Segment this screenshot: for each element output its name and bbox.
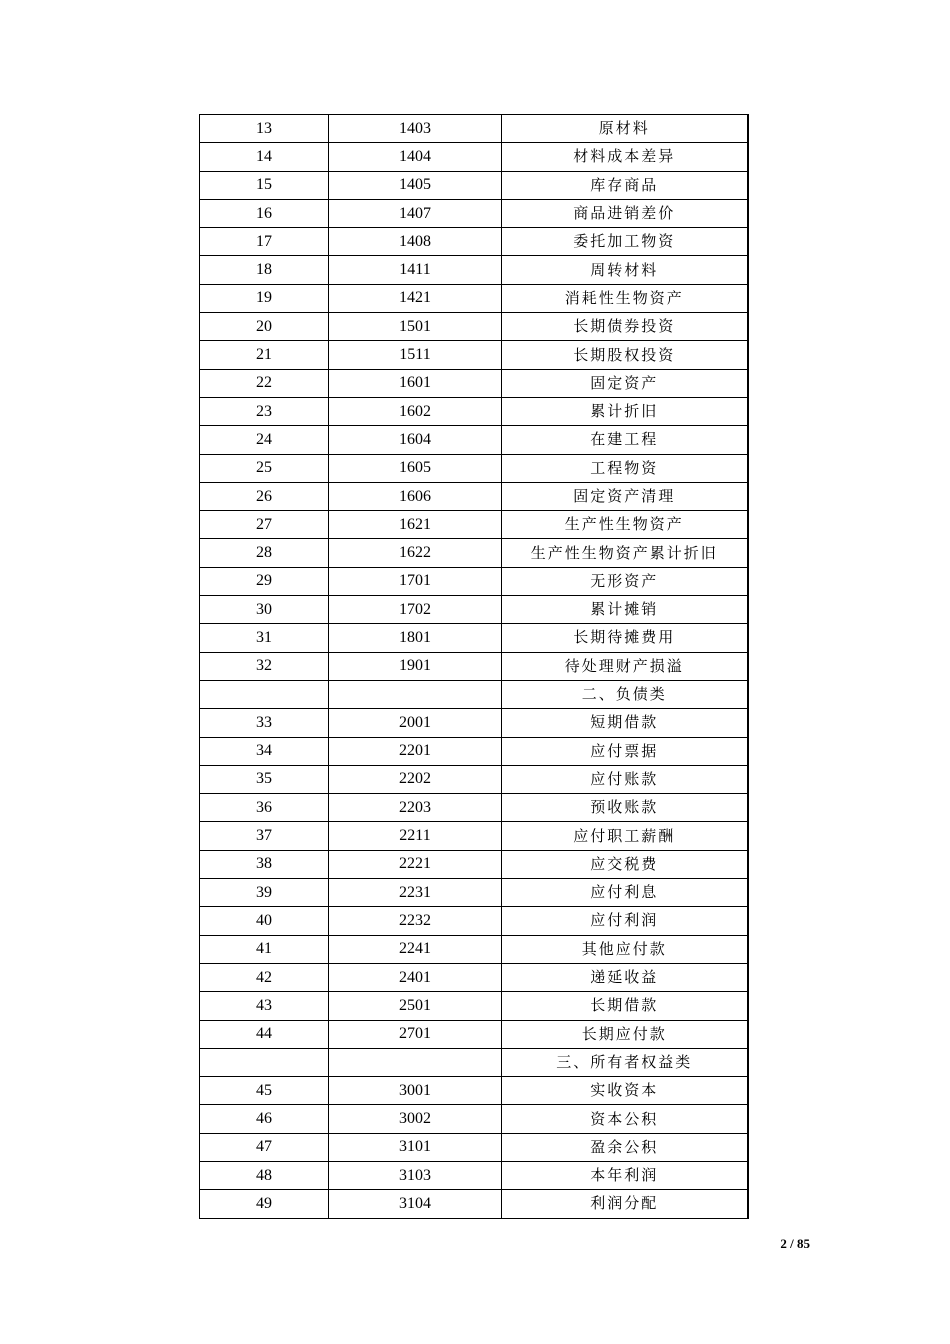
table-row bbox=[200, 709, 748, 737]
account-name: 累计摊销 bbox=[502, 596, 748, 624]
row-number: 24 bbox=[200, 426, 329, 454]
table-row bbox=[200, 765, 748, 793]
account-code: 3103 bbox=[329, 1161, 502, 1189]
account-name: 无形资产 bbox=[502, 567, 748, 595]
row-number: 36 bbox=[200, 794, 329, 822]
row-number: 26 bbox=[200, 482, 329, 510]
account-name: 资本公积 bbox=[502, 1105, 748, 1133]
account-code: 1405 bbox=[329, 171, 502, 199]
account-code: 1408 bbox=[329, 228, 502, 256]
table-row bbox=[200, 1077, 748, 1105]
account-name: 生产性生物资产 bbox=[502, 511, 748, 539]
account-name: 固定资产 bbox=[502, 369, 748, 397]
account-name: 委托加工物资 bbox=[502, 228, 748, 256]
table-row bbox=[200, 992, 748, 1020]
account-code: 2401 bbox=[329, 963, 502, 991]
row-number: 17 bbox=[200, 228, 329, 256]
table-row bbox=[200, 171, 748, 199]
row-number: 32 bbox=[200, 652, 329, 680]
account-name: 应付账款 bbox=[502, 765, 748, 793]
account-code: 1411 bbox=[329, 256, 502, 284]
row-number: 37 bbox=[200, 822, 329, 850]
account-name: 在建工程 bbox=[502, 426, 748, 454]
row-number: 29 bbox=[200, 567, 329, 595]
account-name: 递延收益 bbox=[502, 963, 748, 991]
account-code: 1407 bbox=[329, 199, 502, 227]
account-code: 1602 bbox=[329, 397, 502, 425]
row-number: 14 bbox=[200, 143, 329, 171]
category-row bbox=[200, 1048, 748, 1076]
row-number: 44 bbox=[200, 1020, 329, 1048]
row-number: 21 bbox=[200, 341, 329, 369]
account-name: 库存商品 bbox=[502, 171, 748, 199]
account-code: 2231 bbox=[329, 879, 502, 907]
account-code: 3104 bbox=[329, 1190, 502, 1218]
table-row bbox=[200, 737, 748, 765]
account-code: 2201 bbox=[329, 737, 502, 765]
account-code: 3001 bbox=[329, 1077, 502, 1105]
account-code: 1511 bbox=[329, 341, 502, 369]
account-code: 1622 bbox=[329, 539, 502, 567]
row-number: 16 bbox=[200, 199, 329, 227]
account-name: 短期借款 bbox=[502, 709, 748, 737]
account-code: 2701 bbox=[329, 1020, 502, 1048]
account-name: 应付利润 bbox=[502, 907, 748, 935]
account-code: 2232 bbox=[329, 907, 502, 935]
account-code: 2001 bbox=[329, 709, 502, 737]
table-row bbox=[200, 539, 748, 567]
account-name: 累计折旧 bbox=[502, 397, 748, 425]
account-name: 消耗性生物资产 bbox=[502, 284, 748, 312]
table-row bbox=[200, 1133, 748, 1161]
account-code: 1621 bbox=[329, 511, 502, 539]
row-number: 19 bbox=[200, 284, 329, 312]
table-row bbox=[200, 822, 748, 850]
table-row bbox=[200, 1190, 748, 1218]
account-name: 工程物资 bbox=[502, 454, 748, 482]
table-row bbox=[200, 482, 748, 510]
row-number: 48 bbox=[200, 1161, 329, 1189]
table-row bbox=[200, 228, 748, 256]
account-code: 2221 bbox=[329, 850, 502, 878]
row-number: 47 bbox=[200, 1133, 329, 1161]
account-name: 商品进销差价 bbox=[502, 199, 748, 227]
account-name: 长期应付款 bbox=[502, 1020, 748, 1048]
row-number: 40 bbox=[200, 907, 329, 935]
account-code: 1801 bbox=[329, 624, 502, 652]
account-code: 1501 bbox=[329, 313, 502, 341]
table-row bbox=[200, 1105, 748, 1133]
row-number: 46 bbox=[200, 1105, 329, 1133]
table-row bbox=[200, 794, 748, 822]
account-name: 周转材料 bbox=[502, 256, 748, 284]
table-row bbox=[200, 1020, 748, 1048]
category-row bbox=[200, 680, 748, 708]
account-name: 实收资本 bbox=[502, 1077, 748, 1105]
table-row bbox=[200, 313, 748, 341]
table-row bbox=[200, 511, 748, 539]
table-row bbox=[200, 907, 748, 935]
row-number: 27 bbox=[200, 511, 329, 539]
table-row bbox=[200, 652, 748, 680]
account-code-table bbox=[199, 114, 749, 1219]
table-row bbox=[200, 369, 748, 397]
row-number: 23 bbox=[200, 397, 329, 425]
table-row bbox=[200, 341, 748, 369]
account-code-table-body bbox=[200, 115, 748, 1219]
table-row bbox=[200, 624, 748, 652]
account-code: 1606 bbox=[329, 482, 502, 510]
row-number: 22 bbox=[200, 369, 329, 397]
table-row bbox=[200, 935, 748, 963]
account-name: 长期借款 bbox=[502, 992, 748, 1020]
account-name: 固定资产清理 bbox=[502, 482, 748, 510]
account-name: 原材料 bbox=[502, 115, 748, 143]
table-row bbox=[200, 454, 748, 482]
account-name: 本年利润 bbox=[502, 1161, 748, 1189]
account-name: 利润分配 bbox=[502, 1190, 748, 1218]
account-name: 应交税费 bbox=[502, 850, 748, 878]
table-row bbox=[200, 256, 748, 284]
row-number: 20 bbox=[200, 313, 329, 341]
row-number: 31 bbox=[200, 624, 329, 652]
account-code: 1605 bbox=[329, 454, 502, 482]
account-name: 应付职工薪酬 bbox=[502, 822, 748, 850]
row-number: 15 bbox=[200, 171, 329, 199]
table-row bbox=[200, 199, 748, 227]
table-row bbox=[200, 963, 748, 991]
account-code: 1604 bbox=[329, 426, 502, 454]
account-name: 其他应付款 bbox=[502, 935, 748, 963]
page-number: 2 / 85 bbox=[780, 1236, 810, 1251]
table-row bbox=[200, 567, 748, 595]
table-row bbox=[200, 397, 748, 425]
account-code: 2501 bbox=[329, 992, 502, 1020]
table-row bbox=[200, 850, 748, 878]
account-name: 长期债券投资 bbox=[502, 313, 748, 341]
row-number: 43 bbox=[200, 992, 329, 1020]
row-number: 13 bbox=[200, 115, 329, 143]
table-row bbox=[200, 596, 748, 624]
row-number: 35 bbox=[200, 765, 329, 793]
table-row bbox=[200, 115, 748, 143]
account-code: 2211 bbox=[329, 822, 502, 850]
row-number: 39 bbox=[200, 879, 329, 907]
row-number bbox=[200, 680, 329, 708]
account-code: 3002 bbox=[329, 1105, 502, 1133]
row-number: 18 bbox=[200, 256, 329, 284]
account-code: 1403 bbox=[329, 115, 502, 143]
row-number: 25 bbox=[200, 454, 329, 482]
account-name: 应付票据 bbox=[502, 737, 748, 765]
account-code: 1702 bbox=[329, 596, 502, 624]
account-code bbox=[329, 680, 502, 708]
account-code: 1701 bbox=[329, 567, 502, 595]
account-code bbox=[329, 1048, 502, 1076]
row-number: 34 bbox=[200, 737, 329, 765]
row-number: 28 bbox=[200, 539, 329, 567]
table-row bbox=[200, 879, 748, 907]
account-name: 预收账款 bbox=[502, 794, 748, 822]
account-name: 长期股权投资 bbox=[502, 341, 748, 369]
account-name: 材料成本差异 bbox=[502, 143, 748, 171]
row-number: 30 bbox=[200, 596, 329, 624]
table-row bbox=[200, 1161, 748, 1189]
account-name: 盈余公积 bbox=[502, 1133, 748, 1161]
account-name: 应付利息 bbox=[502, 879, 748, 907]
row-number: 33 bbox=[200, 709, 329, 737]
account-code: 3101 bbox=[329, 1133, 502, 1161]
account-name: 长期待摊费用 bbox=[502, 624, 748, 652]
account-code: 2202 bbox=[329, 765, 502, 793]
table-row bbox=[200, 284, 748, 312]
row-number: 41 bbox=[200, 935, 329, 963]
account-code: 2203 bbox=[329, 794, 502, 822]
row-number: 38 bbox=[200, 850, 329, 878]
account-name: 待处理财产损溢 bbox=[502, 652, 748, 680]
account-code: 1421 bbox=[329, 284, 502, 312]
category-heading: 三、所有者权益类 bbox=[502, 1048, 748, 1076]
row-number: 49 bbox=[200, 1190, 329, 1218]
account-code: 1601 bbox=[329, 369, 502, 397]
account-code: 1901 bbox=[329, 652, 502, 680]
row-number: 42 bbox=[200, 963, 329, 991]
account-code: 2241 bbox=[329, 935, 502, 963]
row-number bbox=[200, 1048, 329, 1076]
category-heading: 二、负债类 bbox=[502, 680, 748, 708]
row-number: 45 bbox=[200, 1077, 329, 1105]
table-row bbox=[200, 426, 748, 454]
account-name: 生产性生物资产累计折旧 bbox=[502, 539, 748, 567]
account-code: 1404 bbox=[329, 143, 502, 171]
table-row bbox=[200, 143, 748, 171]
